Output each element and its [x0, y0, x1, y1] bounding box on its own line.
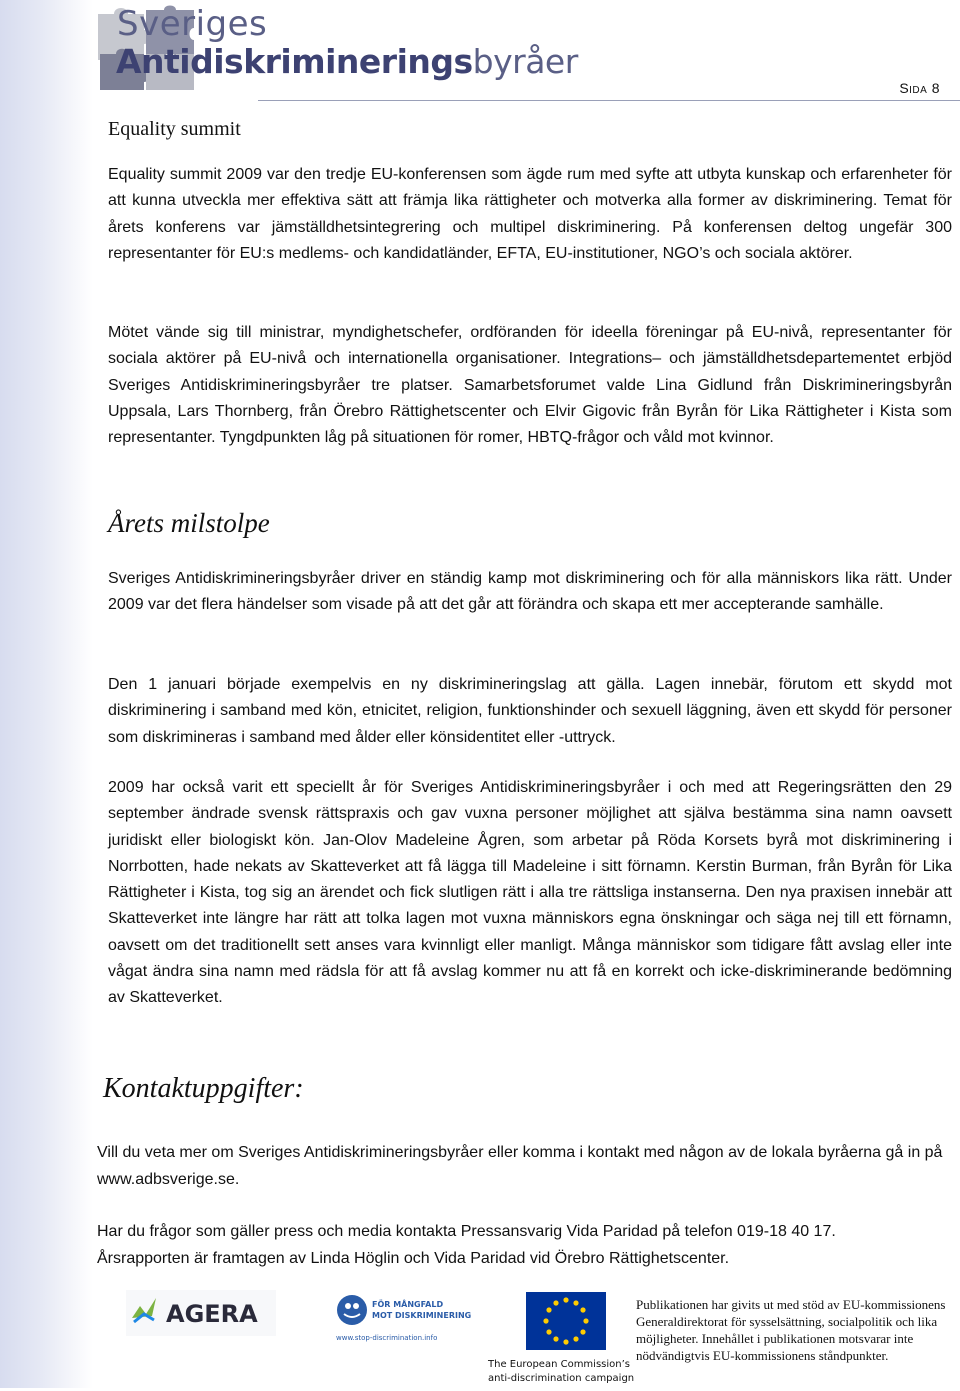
equality-summit-paragraph-1: Equality summit 2009 var den tredje EU-konferensen som ägde rum med syfte att utbyta kunskap och erfarenheter för att kunna utveckla mer effektiva sätt att främja lika rättigheter och motverka alla former av diskriminering. Temat för årets konferens var jämställdhetsintegrering och multipel diskriminering. På konferensen deltog ungefär 300 representanter för EU:s medlems- och kandidatländer, EFTA, EU-institutioner, NGO’s och sociala aktörer. — [108, 166, 952, 262]
milstolpe-paragraph-3: 2009 har också varit ett speciellt år för Sveriges Antidiskrimineringsbyråer i och med att Regeringsrätten den 29 september ändrade svensk rättspraxis och gav vuxna personer möjlighet att själva bestämma sina namn oavsett juridiskt eller biologiskt kön. Jan-Olov Madeleine Ågren, som arbetar på Röda Korsets byrå mot diskriminering i Norrbotten, hade nekats av Skatteverket att få lägga till Madeleine i sitt förnamn. Kerstin Burman, från Byrån för Lika Rättigheter i Kista, tog sig an ärendet och fick slutligen rätt i alla tre rättsliga instanserna. Den nya praxisen innebär att Skatteverket inte längre har rätt att tolka lagen mot vuxna människors egna önskningar och säga nej till ett förnamn, oavsett om det traditionellt sett anses vara kvinnligt eller manligt. Många människor som tidigare fått avslag eller inte vågat ändra sina namn med rädsla för att få avslag kommer nu att få en korrekt och icke-diskriminerande bedömning av Skatteverket. — [108, 779, 952, 1007]
agera-mark-icon — [126, 1290, 276, 1336]
mangfald-line2: MOT DISKRIMINERING — [372, 1311, 472, 1320]
eu-caption-line2: anti-discrimination campaign — [488, 1373, 635, 1384]
kontakt-heading: Kontaktuppgifter: — [103, 1073, 304, 1104]
mangfald-line1: FÖR MÅNGFALD — [372, 1300, 444, 1309]
agera-wordmark: AGERA — [166, 1300, 258, 1328]
kontakt-paragraph-2 — [97, 1219, 952, 1272]
mangfald-logo — [334, 1290, 472, 1346]
header-divider — [258, 100, 960, 101]
milstolpe-paragraph-1: Sveriges Antidiskrimineringsbyråer driver en ständig kamp mot diskriminering och för alla människors lika rätt. Under 2009 var det flera händelser som visade på att det går att förändra och skapa ett mer accepterande samhälle. — [108, 570, 952, 614]
eu-flag-icon — [486, 1290, 635, 1386]
logo-bold-part: Antidiskriminerings — [116, 42, 473, 81]
mangfald-mark-icon — [334, 1290, 472, 1346]
page-number: Sida 8 — [899, 80, 940, 96]
milstolpe-heading: Årets milstolpe — [108, 508, 270, 538]
equality-summit-paragraph-2: Mötet vände sig till ministrar, myndighetschefer, ordföranden för ideella föreningar på EU-nivå, representanter för sociala aktörer på EU-nivå och internationella organisationer. Integrations– och jämställdhetsdepartementet erbjöd Sveriges Antidiskrimineringsbyråer tre platser. Samarbetsforumet valde Lina Gidlund från Diskrimineringsbyrån Uppsala, Lars Thornberg, från Örebro Rättighetscenter och Elvir Gigovic från Byrån för Lika Rättigheter i Kista som representanter. Tyngdpunkten låg på situationen för romer, HBTQ-frågor och våld mot kvinnor. — [108, 324, 952, 447]
eu-caption-line1: The European Commission’s — [488, 1359, 630, 1370]
kontakt-press-line: Har du frågor som gäller press och media kontakta Pressansvarig Vida Paridad på telefon 019-18 40 17. — [97, 1223, 836, 1240]
logo-title-line2 — [116, 42, 578, 81]
logo-light-part: byråer — [472, 42, 578, 81]
eu-disclaimer: Publikationen har givits ut med stöd av EU-kommissionens Generaldirektorat för sysselsättning, socialpolitik och lika möjligheter. Innehållet i publikationen motsvarar inte nödvändigtvis EU-kommissionens ståndpunkter. — [636, 1297, 946, 1363]
kontakt-paragraph-1: Vill du veta mer om Sveriges Antidiskrimineringsbyråer eller komma i kontakt med någon av de lokala byråerna gå in på www.adbsverige.se. — [97, 1144, 943, 1188]
kontakt-author-line: Årsrapporten är framtagen av Linda Höglin och Vida Paridad vid Örebro Rättighetscenter. — [97, 1249, 730, 1267]
equality-summit-heading: Equality summit — [108, 118, 241, 140]
milstolpe-paragraph-2: Den 1 januari började exempelvis en ny diskrimineringslag att gälla. Lagen innebär, förutom ett skydd mot diskriminering i samband med kön, etnicitet, religion, funktionshinder och sexuell läggning, även ett skydd för personer som diskrimineras i samband med ålder eller könsidentitet eller -uttryck. — [108, 676, 952, 746]
mangfald-url: www.stop-discrimination.info — [336, 1334, 438, 1342]
agera-logo — [126, 1290, 276, 1336]
logo-title-line1: Sveriges — [117, 4, 268, 44]
page-margin-gradient — [0, 0, 93, 1388]
eu-logo — [486, 1290, 635, 1386]
